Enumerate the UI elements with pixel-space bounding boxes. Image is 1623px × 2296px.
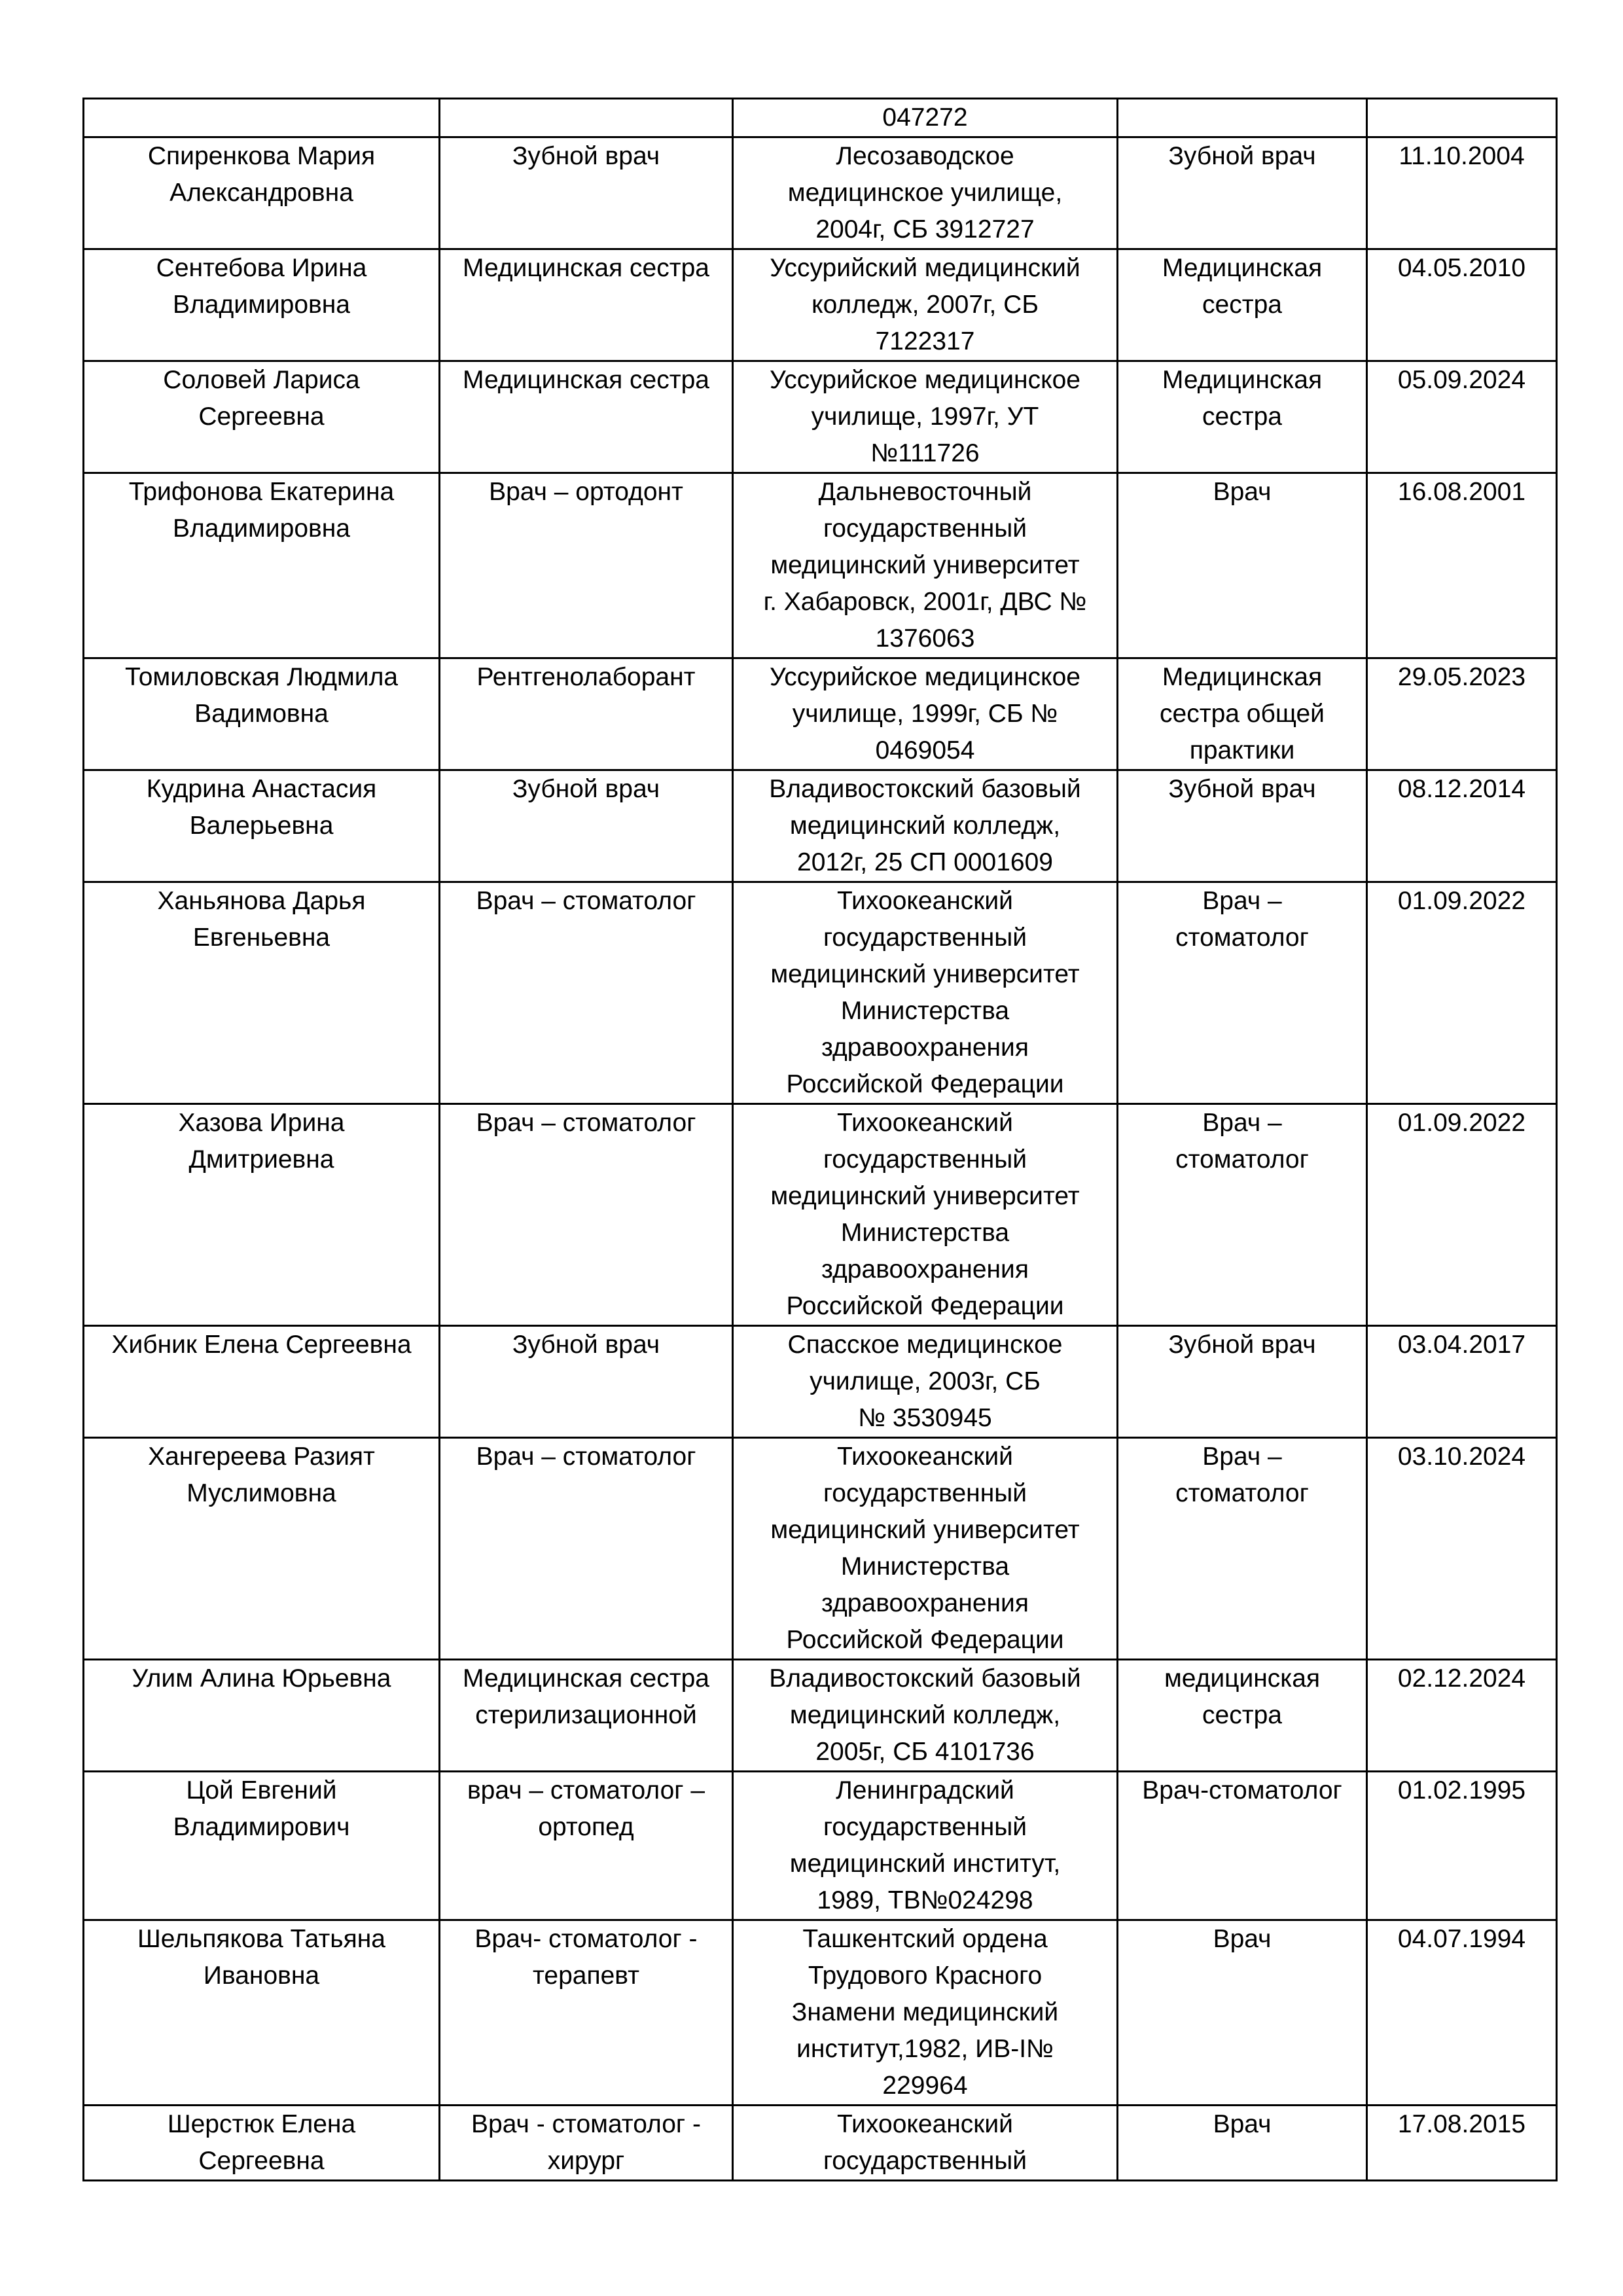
cell-position: Врач- стоматолог - терапевт [440, 1920, 733, 2106]
cell-position: Врач – стоматолог [440, 1104, 733, 1326]
cell-position: Врач – стоматолог [440, 882, 733, 1104]
table-row [84, 249, 1557, 361]
cell-date [1367, 99, 1557, 137]
cell-qualification: Врач [1118, 1920, 1367, 2106]
cell-education: 047272 [733, 99, 1118, 137]
table-row [84, 1326, 1557, 1438]
cell-qualification: Врач – стоматолог [1118, 882, 1367, 1104]
cell-date: 17.08.2015 [1367, 2106, 1557, 2181]
cell-education: Дальневосточный государственный медицинский университет г. Хабаровск, 2001г, ДВС № 1376063 [733, 473, 1118, 658]
cell-position: Врач – стоматолог [440, 1438, 733, 1660]
cell-position: Медицинская сестра [440, 249, 733, 361]
cell-education: Владивостокский базовый медицинский колледж, 2005г, СБ 4101736 [733, 1660, 1118, 1772]
cell-position: Врач - стоматолог - хирург [440, 2106, 733, 2181]
cell-date: 16.08.2001 [1367, 473, 1557, 658]
cell-qualification: Зубной врач [1118, 137, 1367, 249]
cell-qualification: Врач [1118, 473, 1367, 658]
cell-position: врач – стоматолог – ортопед [440, 1772, 733, 1920]
cell-name: Шельпякова Татьяна Ивановна [84, 1920, 440, 2106]
cell-date: 08.12.2014 [1367, 770, 1557, 882]
cell-qualification: Зубной врач [1118, 1326, 1367, 1438]
cell-qualification: Медицинская сестра [1118, 361, 1367, 473]
cell-qualification: Врач [1118, 2106, 1367, 2181]
cell-education: Тихоокеанский государственный медицинский университет Министерства здравоохранения Российской Федерации [733, 1104, 1118, 1326]
cell-name: Хибник Елена Сергеевна [84, 1326, 440, 1438]
cell-qualification: Врач – стоматолог [1118, 1438, 1367, 1660]
cell-date: 11.10.2004 [1367, 137, 1557, 249]
table-row [84, 1920, 1557, 2106]
cell-name: Томиловская Людмила Вадимовна [84, 658, 440, 770]
cell-qualification: Медицинская сестра [1118, 249, 1367, 361]
cell-name: Сентебова Ирина Владимировна [84, 249, 440, 361]
cell-date: 05.09.2024 [1367, 361, 1557, 473]
staff-table-body [84, 99, 1557, 2181]
cell-name: Хазова Ирина Дмитриевна [84, 1104, 440, 1326]
cell-date: 29.05.2023 [1367, 658, 1557, 770]
cell-education: Ташкентский ордена Трудового Красного Знамени медицинский институт,1982, ИВ-I№ 229964 [733, 1920, 1118, 2106]
table-row [84, 137, 1557, 249]
cell-education: Уссурийский медицинский колледж, 2007г, СБ 7122317 [733, 249, 1118, 361]
cell-position [440, 99, 733, 137]
cell-education: Уссурийское медицинское училище, 1999г, СБ № 0469054 [733, 658, 1118, 770]
cell-qualification: Врач-стоматолог [1118, 1772, 1367, 1920]
cell-name: Трифонова Екатерина Владимировна [84, 473, 440, 658]
cell-name: Ханьянова Дарья Евгеньевна [84, 882, 440, 1104]
table-row [84, 770, 1557, 882]
cell-name: Спиренкова Мария Александровна [84, 137, 440, 249]
table-row [84, 1660, 1557, 1772]
table-row [84, 99, 1557, 137]
table-row [84, 658, 1557, 770]
cell-education: Уссурийское медицинское училище, 1997г, УТ №111726 [733, 361, 1118, 473]
table-row [84, 473, 1557, 658]
table-row [84, 361, 1557, 473]
cell-date: 03.04.2017 [1367, 1326, 1557, 1438]
cell-qualification [1118, 99, 1367, 137]
staff-table [82, 98, 1558, 2181]
cell-name: Хангереева Разият Муслимовна [84, 1438, 440, 1660]
cell-name: Улим Алина Юрьевна [84, 1660, 440, 1772]
cell-date: 03.10.2024 [1367, 1438, 1557, 1660]
cell-education: Владивостокский базовый медицинский колледж, 2012г, 25 СП 0001609 [733, 770, 1118, 882]
cell-education: Тихоокеанский государственный медицинский университет Министерства здравоохранения Российской Федерации [733, 1438, 1118, 1660]
cell-date: 04.07.1994 [1367, 1920, 1557, 2106]
table-row [84, 2106, 1557, 2181]
cell-name [84, 99, 440, 137]
cell-position: Медицинская сестра [440, 361, 733, 473]
cell-qualification: медицинская сестра [1118, 1660, 1367, 1772]
table-row [84, 882, 1557, 1104]
cell-education: Тихоокеанский государственный медицинский университет Министерства здравоохранения Российской Федерации [733, 882, 1118, 1104]
cell-date: 02.12.2024 [1367, 1660, 1557, 1772]
cell-name: Цой Евгений Владимирович [84, 1772, 440, 1920]
cell-qualification: Врач – стоматолог [1118, 1104, 1367, 1326]
cell-position: Зубной врач [440, 1326, 733, 1438]
cell-date: 04.05.2010 [1367, 249, 1557, 361]
cell-date: 01.09.2022 [1367, 882, 1557, 1104]
cell-position: Зубной врач [440, 770, 733, 882]
cell-education: Ленинградский государственный медицинский институт, 1989, ТВ№024298 [733, 1772, 1118, 1920]
cell-position: Медицинская сестра стерилизационной [440, 1660, 733, 1772]
cell-education: Спасское медицинское училище, 2003г, СБ № 3530945 [733, 1326, 1118, 1438]
cell-position: Зубной врач [440, 137, 733, 249]
cell-position: Рентгенолаборант [440, 658, 733, 770]
cell-name: Соловей Лариса Сергеевна [84, 361, 440, 473]
cell-education: Тихоокеанский государственный [733, 2106, 1118, 2181]
cell-name: Кудрина Анастасия Валерьевна [84, 770, 440, 882]
table-row [84, 1438, 1557, 1660]
table-row [84, 1772, 1557, 1920]
cell-date: 01.09.2022 [1367, 1104, 1557, 1326]
cell-name: Шерстюк Елена Сергеевна [84, 2106, 440, 2181]
cell-education: Лесозаводское медицинское училище, 2004г, СБ 3912727 [733, 137, 1118, 249]
cell-position: Врач – ортодонт [440, 473, 733, 658]
table-row [84, 1104, 1557, 1326]
cell-date: 01.02.1995 [1367, 1772, 1557, 1920]
cell-qualification: Медицинская сестра общей практики [1118, 658, 1367, 770]
cell-qualification: Зубной врач [1118, 770, 1367, 882]
